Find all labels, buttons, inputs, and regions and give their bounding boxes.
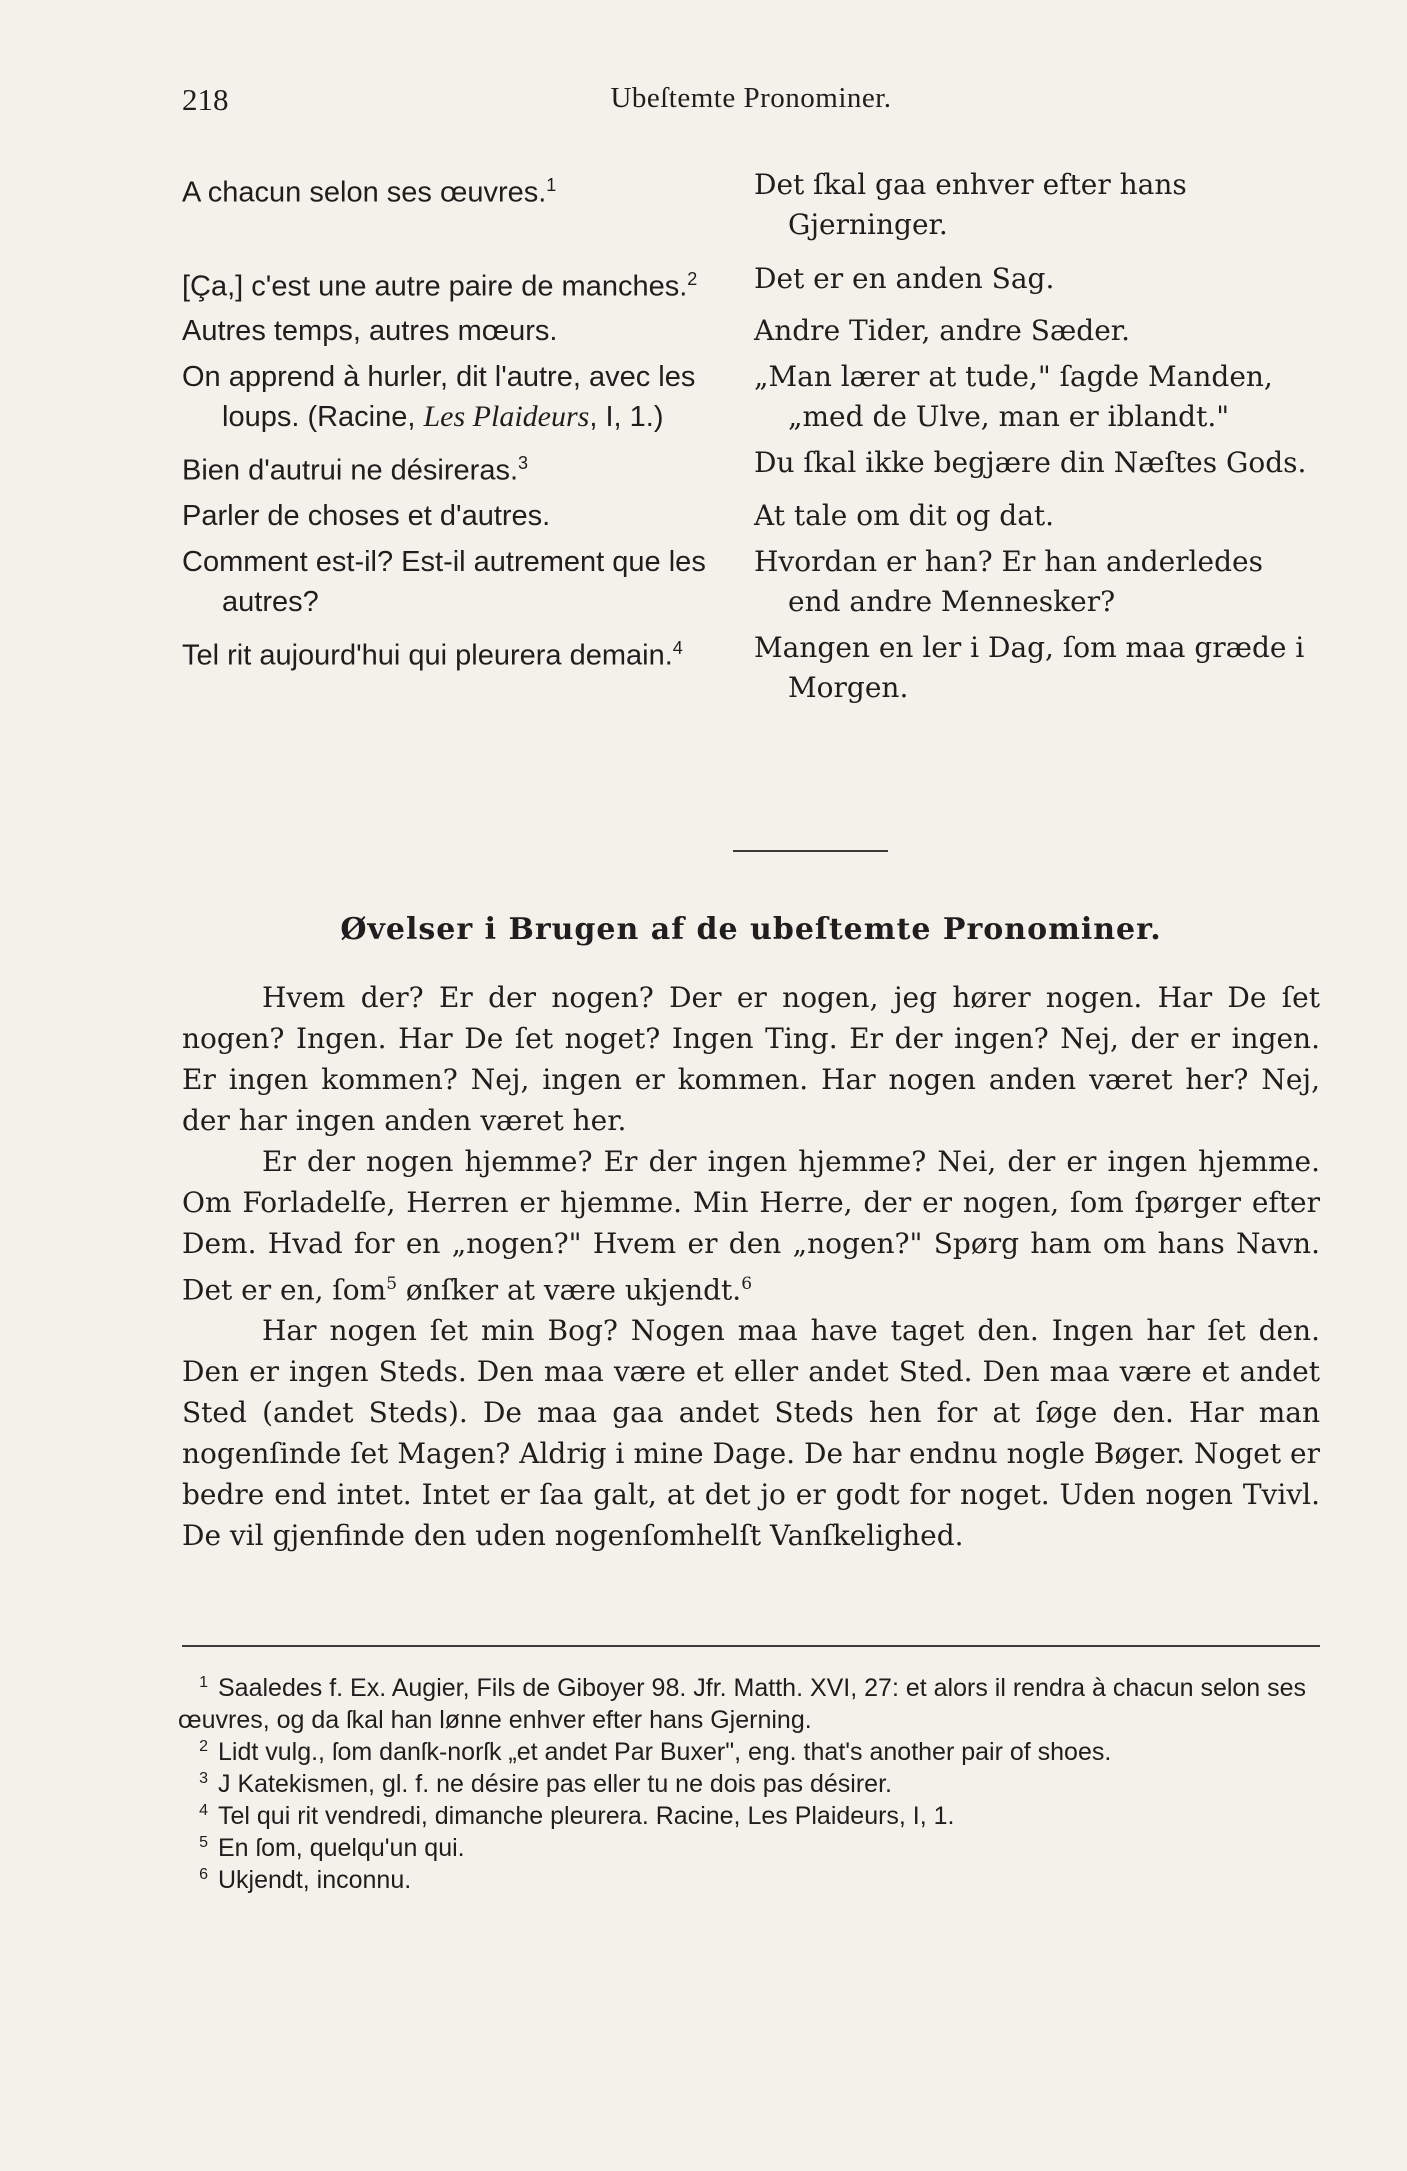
running-head <box>182 82 1320 122</box>
phrase-row <box>182 259 1320 307</box>
footnote-ref: 2 <box>687 269 698 289</box>
paragraph: Er der nogen hjemme? Er der ingen hjemme? Nei, der er ingen hjemme. Om Forladelſe, Herren er hjemme. Min Herre, der er nogen, ſom ſpørger efter Dem. Hvad for en „nogen?" Hvem er den „nogen?" Spørg ham om hans Navn. Det er en, ſom$^5$ ønſker at være ukjendt.$^6$ <box>182 1145 1320 1307</box>
french-phrase: Tel rit aujourd'hui qui pleurera demain.$^4$ <box>182 638 683 672</box>
work-title: Les Plaideurs <box>423 399 590 433</box>
norwegian-phrase: At tale om dit og dat. <box>754 499 1055 533</box>
norwegian-phrase: Andre Tider, andre Sæder. <box>754 313 1130 347</box>
phrase-table <box>182 165 1320 714</box>
footnotes <box>178 1672 1320 1896</box>
footnote: 3 J Katekismen, gl. f. ne désire pas eller tu ne dois pas désirer. <box>199 1769 892 1798</box>
footnote-divider <box>182 1645 1320 1647</box>
norwegian-phrase: Hvordan er han? Er han anderledes end andre Mennesker? <box>754 545 1263 619</box>
french-phrase: Comment est-il? Est-il autrement que les autres? <box>182 546 706 619</box>
footnote: 4 Tel qui rit vendredi, dimanche pleurera. Racine, Les Plaideurs, I, 1. <box>199 1801 955 1830</box>
phrase-row <box>182 443 1320 491</box>
phrase-row <box>182 496 1320 536</box>
phrase-row <box>182 311 1320 351</box>
section-heading: Øvelser i Brugen af de ubeſtemte Pronominer. <box>340 912 1162 947</box>
french-phrase: On apprend à hurler, dit l'autre, avec les loups. (Racine, Les Plaideurs, I, 1.) <box>182 360 696 433</box>
paragraph: Hvem der? Er der nogen? Der er nogen, jeg hører nogen. Har De ſet nogen? Ingen. Har De ſet noget? Ingen Ting. Er der ingen? Nej, der er ingen. Er ingen kommen? Nej, ingen er kommen. Har nogen anden været her? Nej, der har ingen anden været her. <box>182 981 1320 1137</box>
phrase-row <box>182 357 1320 437</box>
norwegian-phrase: Du ſkal ikke begjære din Næſtes Gods. <box>754 445 1307 479</box>
running-title: Ubeſtemte Pronominer. <box>610 82 892 114</box>
phrase-row <box>182 542 1320 622</box>
french-phrase: [Ça,] c'est une autre paire de manches.$^2$ <box>182 269 698 303</box>
footnote-ref: 1 <box>546 175 557 195</box>
footnote-ref: 5 <box>386 1274 398 1294</box>
french-phrase: Parler de choses et d'autres. <box>182 500 551 533</box>
norwegian-phrase: Det ſkal gaa enhver efter hans Gjerninger. <box>754 168 1187 241</box>
footnote: 6 Ukjendt, inconnu. <box>199 1865 412 1894</box>
paragraph: Har nogen ſet min Bog? Nogen maa have taget den. Ingen har ſet den. Den er ingen Steds. Den maa være et eller andet Sted. Den maa være et andet Sted (andet Steds). De maa gaa andet Steds hen for at ſøge den. Har man nogenſinde ſet Magen? Aldrig i mine Dage. De har endnu nogle Bøger. Noget er bedre end intet. Intet er ſaa galt, at det jo er godt for noget. Uden nogen Tvivl. De vil gjenfinde den uden nogenſomhelſt Vanſkelighed. <box>182 1314 1320 1553</box>
phrase-row <box>182 165 1320 245</box>
footnote-ref: 6 <box>741 1274 753 1294</box>
footnote-ref: 4 <box>672 638 683 659</box>
section-divider <box>733 850 888 852</box>
norwegian-phrase: Det er en anden Sag. <box>754 262 1055 295</box>
page-number: 218 <box>182 82 229 117</box>
french-phrase: Bien d'autrui ne désireras.$^3$ <box>182 452 529 487</box>
footnote: 1 Saaledes f. Ex. Augier, Fils de Giboyer 98. Jfr. Matth. XVI, 27: et alors il rendra à chacun selon ses œuvres, og da ſkal han lønne enhver efter hans Gjerning. <box>178 1673 1307 1734</box>
footnote: 5 En ſom, quelqu'un qui. <box>199 1833 465 1862</box>
phrase-row <box>182 628 1320 708</box>
footnote: 2 Lidt vulg., ſom danſk-norſk „et andet Par Buxer", eng. that's another pair of shoes. <box>199 1737 1112 1766</box>
footnote-ref: 3 <box>518 452 529 473</box>
french-phrase: A chacun selon ses œuvres.$^1$ <box>182 175 557 209</box>
french-phrase: Autres temps, autres mœurs. <box>182 314 558 347</box>
norwegian-phrase: „Man lærer at tude," ſagde Manden, „med de Ulve, man er iblandt." <box>754 359 1273 433</box>
exercise-text <box>182 977 1320 1556</box>
norwegian-phrase: Mangen en ler i Dag, ſom maa græde i Morgen. <box>754 631 1305 705</box>
